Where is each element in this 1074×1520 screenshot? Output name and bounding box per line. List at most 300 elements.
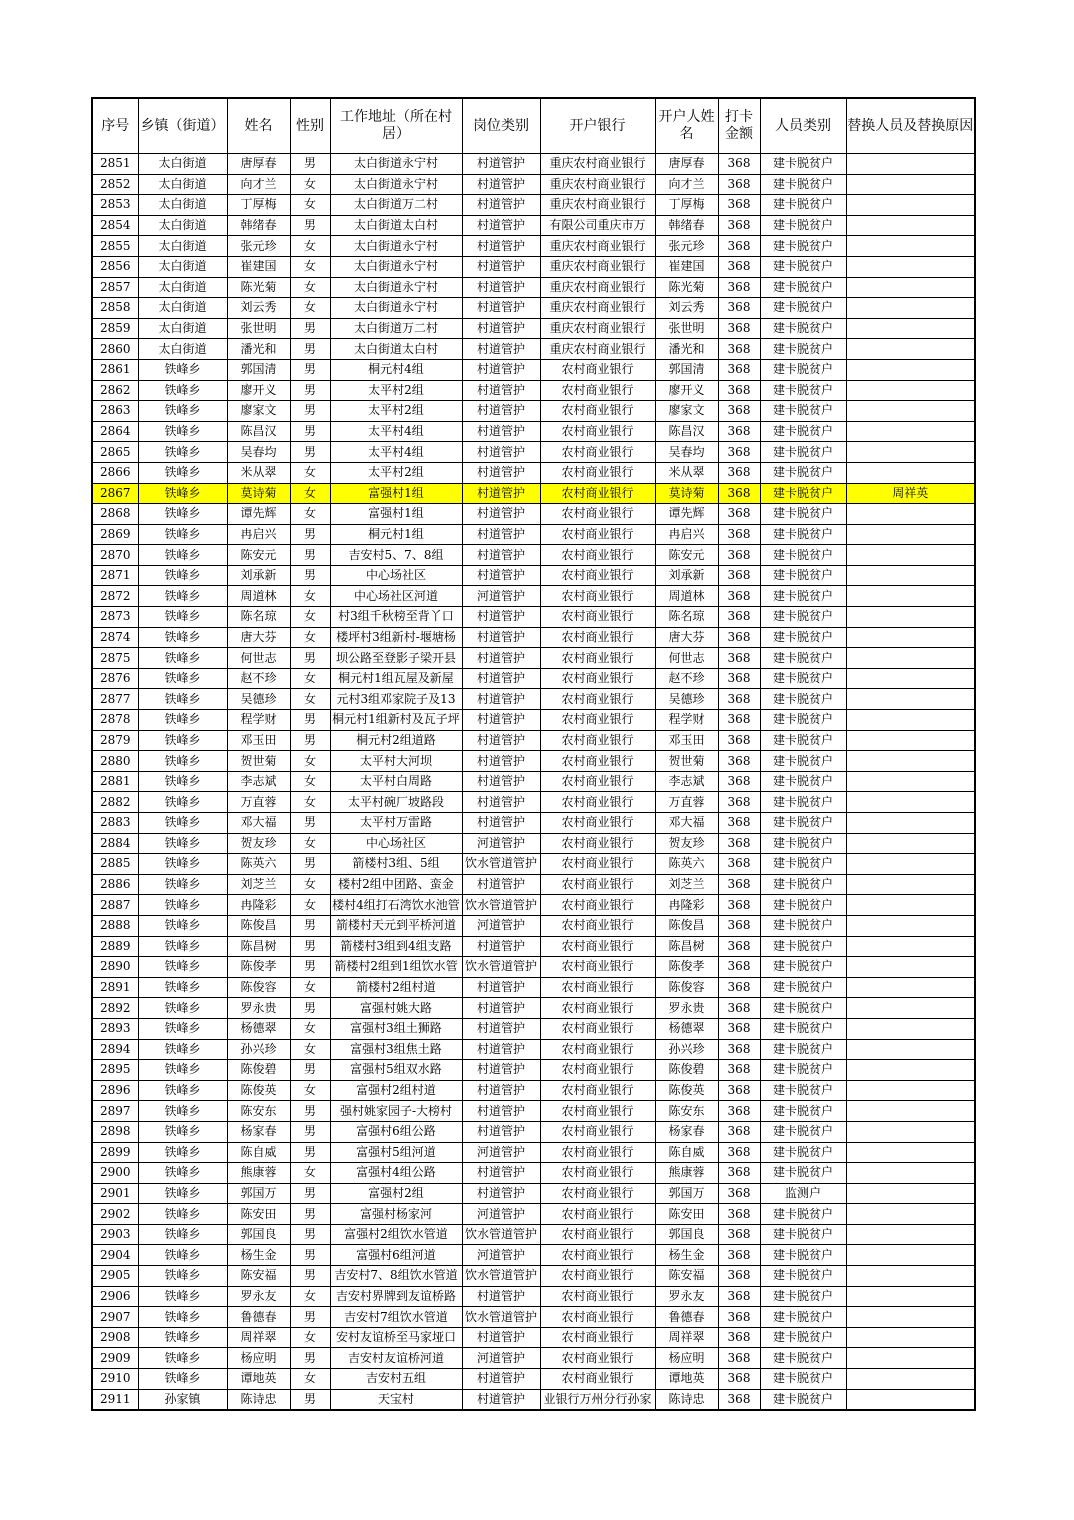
- cell-serial: 2903: [92, 1224, 138, 1245]
- table-row: [92, 1142, 975, 1163]
- table-row: [92, 710, 975, 731]
- cell-town: 太白街道: [138, 236, 227, 257]
- cell-post-type: 村道管护: [462, 504, 540, 525]
- cell-post-type: 河道管护: [462, 1245, 540, 1266]
- cell-amount: 368: [718, 256, 760, 277]
- cell-replacement: [846, 565, 975, 586]
- table-row: [92, 524, 975, 545]
- cell-town: 铁峰乡: [138, 607, 227, 628]
- cell-name: 刘云秀: [227, 298, 290, 319]
- table-row: [92, 215, 975, 236]
- cell-work-address: 中心场社区: [330, 833, 462, 854]
- cell-gender: 女: [290, 298, 330, 319]
- cell-serial: 2874: [92, 627, 138, 648]
- cell-amount: 368: [718, 1286, 760, 1307]
- cell-person-category: 建卡脱贫户: [760, 648, 846, 669]
- cell-town: 铁峰乡: [138, 1327, 227, 1348]
- cell-amount: 368: [718, 977, 760, 998]
- cell-post-type: 村道管护: [462, 977, 540, 998]
- cell-town: 铁峰乡: [138, 1039, 227, 1060]
- table-row: [92, 874, 975, 895]
- cell-replacement: [846, 236, 975, 257]
- cell-gender: 男: [290, 545, 330, 566]
- cell-work-address: 元村3组邓家院子及13: [330, 689, 462, 710]
- table-row: [92, 236, 975, 257]
- table-body: [92, 154, 975, 1411]
- cell-town: 铁峰乡: [138, 1101, 227, 1122]
- cell-name: 廖家文: [227, 401, 290, 422]
- table-row: [92, 1039, 975, 1060]
- cell-town: 铁峰乡: [138, 504, 227, 525]
- table-row: [92, 1163, 975, 1184]
- cell-amount: 368: [718, 792, 760, 813]
- cell-work-address: 箭楼村2组到1组饮水管: [330, 957, 462, 978]
- cell-account-holder: 杨德翠: [655, 1018, 718, 1039]
- cell-bank: 农村商业银行: [540, 1101, 655, 1122]
- cell-work-address: 中心场社区河道: [330, 586, 462, 607]
- cell-person-category: 建卡脱贫户: [760, 483, 846, 504]
- table-row: [92, 483, 975, 504]
- cell-name: 米从翠: [227, 462, 290, 483]
- cell-name: 贺世菊: [227, 751, 290, 772]
- cell-replacement: [846, 1286, 975, 1307]
- cell-person-category: 建卡脱贫户: [760, 710, 846, 731]
- cell-name: 冉启兴: [227, 524, 290, 545]
- cell-serial: 2895: [92, 1060, 138, 1081]
- cell-name: 陈安田: [227, 1204, 290, 1225]
- cell-gender: 女: [290, 895, 330, 916]
- cell-account-holder: 熊康蓉: [655, 1163, 718, 1184]
- cell-bank: 农村商业银行: [540, 998, 655, 1019]
- cell-amount: 368: [718, 771, 760, 792]
- cell-bank: 农村商业银行: [540, 936, 655, 957]
- cell-replacement: [846, 545, 975, 566]
- cell-bank: 农村商业银行: [540, 1121, 655, 1142]
- cell-account-holder: 张世明: [655, 318, 718, 339]
- table-row: [92, 998, 975, 1019]
- cell-gender: 男: [290, 1224, 330, 1245]
- cell-person-category: 建卡脱贫户: [760, 813, 846, 834]
- cell-replacement: [846, 874, 975, 895]
- cell-account-holder: 唐大芬: [655, 627, 718, 648]
- cell-person-category: 建卡脱贫户: [760, 359, 846, 380]
- cell-post-type: 村道管护: [462, 442, 540, 463]
- cell-person-category: 建卡脱贫户: [760, 668, 846, 689]
- cell-replacement: [846, 689, 975, 710]
- cell-replacement: [846, 730, 975, 751]
- cell-serial: 2860: [92, 339, 138, 360]
- cell-replacement: [846, 1142, 975, 1163]
- cell-gender: 男: [290, 813, 330, 834]
- cell-post-type: 村道管护: [462, 359, 540, 380]
- cell-work-address: 太平村2组: [330, 462, 462, 483]
- cell-account-holder: 陈自威: [655, 1142, 718, 1163]
- cell-town: 铁峰乡: [138, 730, 227, 751]
- cell-town: 太白街道: [138, 195, 227, 216]
- cell-gender: 女: [290, 1327, 330, 1348]
- cell-bank: 农村商业银行: [540, 730, 655, 751]
- cell-replacement: [846, 421, 975, 442]
- cell-work-address: 太白街道太白村: [330, 215, 462, 236]
- cell-replacement: [846, 380, 975, 401]
- cell-amount: 368: [718, 957, 760, 978]
- cell-bank: 重庆农村商业银行: [540, 298, 655, 319]
- cell-gender: 男: [290, 1348, 330, 1369]
- table-row: [92, 359, 975, 380]
- cell-gender: 男: [290, 998, 330, 1019]
- cell-gender: 男: [290, 710, 330, 731]
- cell-town: 铁峰乡: [138, 627, 227, 648]
- cell-replacement: [846, 298, 975, 319]
- cell-work-address: 强村姚家园子-大榜村: [330, 1101, 462, 1122]
- cell-bank: 农村商业银行: [540, 483, 655, 504]
- cell-amount: 368: [718, 380, 760, 401]
- cell-account-holder: 杨生金: [655, 1245, 718, 1266]
- table-row: [92, 957, 975, 978]
- cell-account-holder: 陈安福: [655, 1266, 718, 1287]
- cell-post-type: 村道管护: [462, 524, 540, 545]
- cell-amount: 368: [718, 277, 760, 298]
- cell-post-type: 村道管护: [462, 462, 540, 483]
- cell-serial: 2880: [92, 751, 138, 772]
- cell-post-type: 村道管护: [462, 545, 540, 566]
- cell-serial: 2862: [92, 380, 138, 401]
- cell-gender: 女: [290, 977, 330, 998]
- cell-replacement: [846, 524, 975, 545]
- cell-name: 崔建国: [227, 256, 290, 277]
- cell-person-category: 建卡脱贫户: [760, 565, 846, 586]
- header-person-category: 人员类别: [760, 98, 846, 154]
- cell-person-category: 建卡脱贫户: [760, 380, 846, 401]
- cell-amount: 368: [718, 998, 760, 1019]
- cell-gender: 男: [290, 1307, 330, 1328]
- cell-serial: 2887: [92, 895, 138, 916]
- cell-post-type: 村道管护: [462, 730, 540, 751]
- cell-gender: 女: [290, 751, 330, 772]
- cell-account-holder: 郭国万: [655, 1183, 718, 1204]
- cell-account-holder: 陈名琼: [655, 607, 718, 628]
- cell-post-type: 村道管护: [462, 1369, 540, 1390]
- cell-person-category: 建卡脱贫户: [760, 792, 846, 813]
- cell-gender: 男: [290, 1183, 330, 1204]
- cell-person-category: 建卡脱贫户: [760, 586, 846, 607]
- cell-amount: 368: [718, 1039, 760, 1060]
- cell-name: 陈安元: [227, 545, 290, 566]
- cell-account-holder: 陈昌树: [655, 936, 718, 957]
- cell-name: 熊康蓉: [227, 1163, 290, 1184]
- cell-serial: 2898: [92, 1121, 138, 1142]
- cell-bank: 农村商业银行: [540, 1183, 655, 1204]
- cell-town: 铁峰乡: [138, 957, 227, 978]
- cell-account-holder: 鲁德春: [655, 1307, 718, 1328]
- cell-account-holder: 周道林: [655, 586, 718, 607]
- cell-work-address: 桐元村4组: [330, 359, 462, 380]
- cell-town: 铁峰乡: [138, 586, 227, 607]
- cell-town: 铁峰乡: [138, 380, 227, 401]
- cell-post-type: 村道管护: [462, 380, 540, 401]
- cell-post-type: 村道管护: [462, 277, 540, 298]
- cell-work-address: 太白街道永宁村: [330, 298, 462, 319]
- cell-person-category: 建卡脱贫户: [760, 236, 846, 257]
- cell-person-category: 建卡脱贫户: [760, 957, 846, 978]
- cell-replacement: [846, 915, 975, 936]
- cell-post-type: 村道管护: [462, 1389, 540, 1410]
- cell-town: 铁峰乡: [138, 462, 227, 483]
- cell-work-address: 富强村6组河道: [330, 1245, 462, 1266]
- cell-replacement: [846, 668, 975, 689]
- cell-gender: 女: [290, 195, 330, 216]
- cell-amount: 368: [718, 442, 760, 463]
- cell-name: 潘光和: [227, 339, 290, 360]
- cell-replacement: [846, 1266, 975, 1287]
- cell-amount: 368: [718, 1348, 760, 1369]
- cell-bank: 重庆农村商业银行: [540, 339, 655, 360]
- cell-serial: 2883: [92, 813, 138, 834]
- cell-replacement: [846, 751, 975, 772]
- table-row: [92, 298, 975, 319]
- cell-name: 陈俊碧: [227, 1060, 290, 1081]
- cell-work-address: 楼村2组中团路、蛮金: [330, 874, 462, 895]
- cell-replacement: [846, 957, 975, 978]
- cell-town: 铁峰乡: [138, 833, 227, 854]
- cell-serial: 2893: [92, 1018, 138, 1039]
- cell-account-holder: 崔建国: [655, 256, 718, 277]
- cell-bank: 农村商业银行: [540, 1348, 655, 1369]
- cell-person-category: 建卡脱贫户: [760, 339, 846, 360]
- cell-serial: 2861: [92, 359, 138, 380]
- cell-account-holder: 冉隆彩: [655, 895, 718, 916]
- table-row: [92, 195, 975, 216]
- cell-post-type: 村道管护: [462, 874, 540, 895]
- cell-serial: 2908: [92, 1327, 138, 1348]
- cell-serial: 2909: [92, 1348, 138, 1369]
- cell-serial: 2859: [92, 318, 138, 339]
- cell-post-type: 村道管护: [462, 813, 540, 834]
- cell-amount: 368: [718, 401, 760, 422]
- cell-bank: 农村商业银行: [540, 442, 655, 463]
- cell-serial: 2858: [92, 298, 138, 319]
- cell-serial: 2871: [92, 565, 138, 586]
- cell-town: 太白街道: [138, 298, 227, 319]
- cell-name: 唐厚春: [227, 154, 290, 175]
- cell-gender: 男: [290, 442, 330, 463]
- cell-work-address: 富强村1组: [330, 483, 462, 504]
- cell-person-category: 建卡脱贫户: [760, 874, 846, 895]
- cell-post-type: 村道管护: [462, 421, 540, 442]
- cell-town: 铁峰乡: [138, 565, 227, 586]
- table-row: [92, 1327, 975, 1348]
- spreadsheet: [91, 97, 974, 1411]
- cell-post-type: 村道管护: [462, 648, 540, 669]
- cell-replacement: [846, 277, 975, 298]
- cell-gender: 女: [290, 607, 330, 628]
- cell-gender: 女: [290, 833, 330, 854]
- cell-work-address: 富强村3组土狮路: [330, 1018, 462, 1039]
- table-row: [92, 1286, 975, 1307]
- cell-person-category: 建卡脱贫户: [760, 256, 846, 277]
- cell-amount: 368: [718, 833, 760, 854]
- table-row: [92, 442, 975, 463]
- cell-account-holder: 吴德珍: [655, 689, 718, 710]
- cell-name: 杨生金: [227, 1245, 290, 1266]
- cell-post-type: 村道管护: [462, 1163, 540, 1184]
- cell-name: 韩绪春: [227, 215, 290, 236]
- cell-work-address: 太平村碗厂坡路段: [330, 792, 462, 813]
- cell-account-holder: 罗永友: [655, 1286, 718, 1307]
- cell-amount: 368: [718, 627, 760, 648]
- cell-serial: 2897: [92, 1101, 138, 1122]
- cell-person-category: 建卡脱贫户: [760, 915, 846, 936]
- header-account-holder: 开户人姓名: [655, 98, 718, 154]
- cell-amount: 368: [718, 1369, 760, 1390]
- cell-town: 铁峰乡: [138, 1307, 227, 1328]
- cell-account-holder: 刘云秀: [655, 298, 718, 319]
- cell-replacement: [846, 1307, 975, 1328]
- cell-town: 铁峰乡: [138, 421, 227, 442]
- cell-person-category: 建卡脱贫户: [760, 442, 846, 463]
- cell-post-type: 村道管护: [462, 174, 540, 195]
- cell-town: 铁峰乡: [138, 1266, 227, 1287]
- cell-serial: 2857: [92, 277, 138, 298]
- cell-person-category: 建卡脱贫户: [760, 1101, 846, 1122]
- cell-town: 太白街道: [138, 339, 227, 360]
- cell-account-holder: 贺世菊: [655, 751, 718, 772]
- cell-account-holder: 罗永贵: [655, 998, 718, 1019]
- table-row: [92, 854, 975, 875]
- cell-town: 铁峰乡: [138, 771, 227, 792]
- cell-name: 吴德珍: [227, 689, 290, 710]
- table-row: [92, 174, 975, 195]
- cell-account-holder: 孙兴珍: [655, 1039, 718, 1060]
- table-row: [92, 462, 975, 483]
- cell-town: 铁峰乡: [138, 483, 227, 504]
- cell-account-holder: 唐厚春: [655, 154, 718, 175]
- cell-town: 铁峰乡: [138, 1348, 227, 1369]
- table-row: [92, 1348, 975, 1369]
- cell-account-holder: 陈安元: [655, 545, 718, 566]
- cell-account-holder: 米从翠: [655, 462, 718, 483]
- cell-name: 郭国清: [227, 359, 290, 380]
- cell-serial: 2854: [92, 215, 138, 236]
- cell-post-type: 饮水管道管护: [462, 1266, 540, 1287]
- cell-serial: 2905: [92, 1266, 138, 1287]
- cell-amount: 368: [718, 1060, 760, 1081]
- cell-town: 铁峰乡: [138, 936, 227, 957]
- cell-amount: 368: [718, 298, 760, 319]
- cell-post-type: 村道管护: [462, 1327, 540, 1348]
- cell-work-address: 楼坪村3组新村-堰塘杨: [330, 627, 462, 648]
- cell-gender: 女: [290, 586, 330, 607]
- cell-name: 陈俊昌: [227, 915, 290, 936]
- cell-work-address: 吉安村7、8组饮水管道: [330, 1266, 462, 1287]
- cell-post-type: 村道管护: [462, 401, 540, 422]
- cell-gender: 男: [290, 215, 330, 236]
- cell-gender: 男: [290, 1266, 330, 1287]
- cell-person-category: 建卡脱贫户: [760, 771, 846, 792]
- cell-gender: 男: [290, 730, 330, 751]
- cell-post-type: 河道管护: [462, 833, 540, 854]
- cell-bank: 农村商业银行: [540, 957, 655, 978]
- cell-work-address: 楼村4组打石湾饮水池管: [330, 895, 462, 916]
- table-row: [92, 586, 975, 607]
- cell-account-holder: 莫诗菊: [655, 483, 718, 504]
- cell-work-address: 箭楼村天元到平桥河道: [330, 915, 462, 936]
- cell-work-address: 富强村2组: [330, 1183, 462, 1204]
- cell-replacement: [846, 998, 975, 1019]
- cell-bank: 农村商业银行: [540, 751, 655, 772]
- cell-name: 张元珍: [227, 236, 290, 257]
- cell-amount: 368: [718, 421, 760, 442]
- cell-bank: 农村商业银行: [540, 813, 655, 834]
- cell-replacement: [846, 607, 975, 628]
- cell-name: 唐大芬: [227, 627, 290, 648]
- cell-account-holder: 廖家文: [655, 401, 718, 422]
- cell-amount: 368: [718, 1101, 760, 1122]
- cell-amount: 368: [718, 915, 760, 936]
- cell-post-type: 村道管护: [462, 256, 540, 277]
- cell-gender: 男: [290, 154, 330, 175]
- cell-amount: 368: [718, 751, 760, 772]
- table-row: [92, 689, 975, 710]
- cell-bank: 农村商业银行: [540, 771, 655, 792]
- cell-bank: 重庆农村商业银行: [540, 256, 655, 277]
- cell-amount: 368: [718, 1307, 760, 1328]
- cell-town: 铁峰乡: [138, 524, 227, 545]
- cell-person-category: 建卡脱贫户: [760, 1286, 846, 1307]
- header-amount: 打卡金额: [718, 98, 760, 154]
- table-row: [92, 1369, 975, 1390]
- cell-work-address: 富强村6组公路: [330, 1121, 462, 1142]
- cell-account-holder: 陈英六: [655, 854, 718, 875]
- cell-bank: 重庆农村商业银行: [540, 318, 655, 339]
- cell-gender: 男: [290, 524, 330, 545]
- cell-town: 太白街道: [138, 256, 227, 277]
- cell-serial: 2901: [92, 1183, 138, 1204]
- table-row: [92, 1245, 975, 1266]
- cell-gender: 男: [290, 339, 330, 360]
- cell-bank: 有限公司重庆市万: [540, 215, 655, 236]
- cell-gender: 男: [290, 1060, 330, 1081]
- cell-person-category: 建卡脱贫户: [760, 854, 846, 875]
- cell-account-holder: 潘光和: [655, 339, 718, 360]
- cell-work-address: 桐元村1组: [330, 524, 462, 545]
- cell-replacement: [846, 1369, 975, 1390]
- cell-serial: 2851: [92, 154, 138, 175]
- cell-amount: 368: [718, 504, 760, 525]
- cell-post-type: 村道管护: [462, 215, 540, 236]
- table-row: [92, 833, 975, 854]
- cell-bank: 农村商业银行: [540, 627, 655, 648]
- cell-amount: 368: [718, 586, 760, 607]
- cell-name: 罗永友: [227, 1286, 290, 1307]
- cell-amount: 368: [718, 1121, 760, 1142]
- cell-bank: 农村商业银行: [540, 710, 655, 731]
- cell-serial: 2872: [92, 586, 138, 607]
- cell-gender: 男: [290, 1142, 330, 1163]
- cell-person-category: 建卡脱贫户: [760, 215, 846, 236]
- cell-person-category: 建卡脱贫户: [760, 1389, 846, 1410]
- cell-town: 铁峰乡: [138, 668, 227, 689]
- cell-replacement: [846, 771, 975, 792]
- cell-town: 太白街道: [138, 215, 227, 236]
- cell-person-category: 建卡脱贫户: [760, 462, 846, 483]
- cell-bank: 农村商业银行: [540, 1286, 655, 1307]
- cell-serial: 2907: [92, 1307, 138, 1328]
- cell-replacement: [846, 1327, 975, 1348]
- cell-work-address: 太白街道永宁村: [330, 256, 462, 277]
- cell-post-type: 村道管护: [462, 1121, 540, 1142]
- cell-gender: 女: [290, 277, 330, 298]
